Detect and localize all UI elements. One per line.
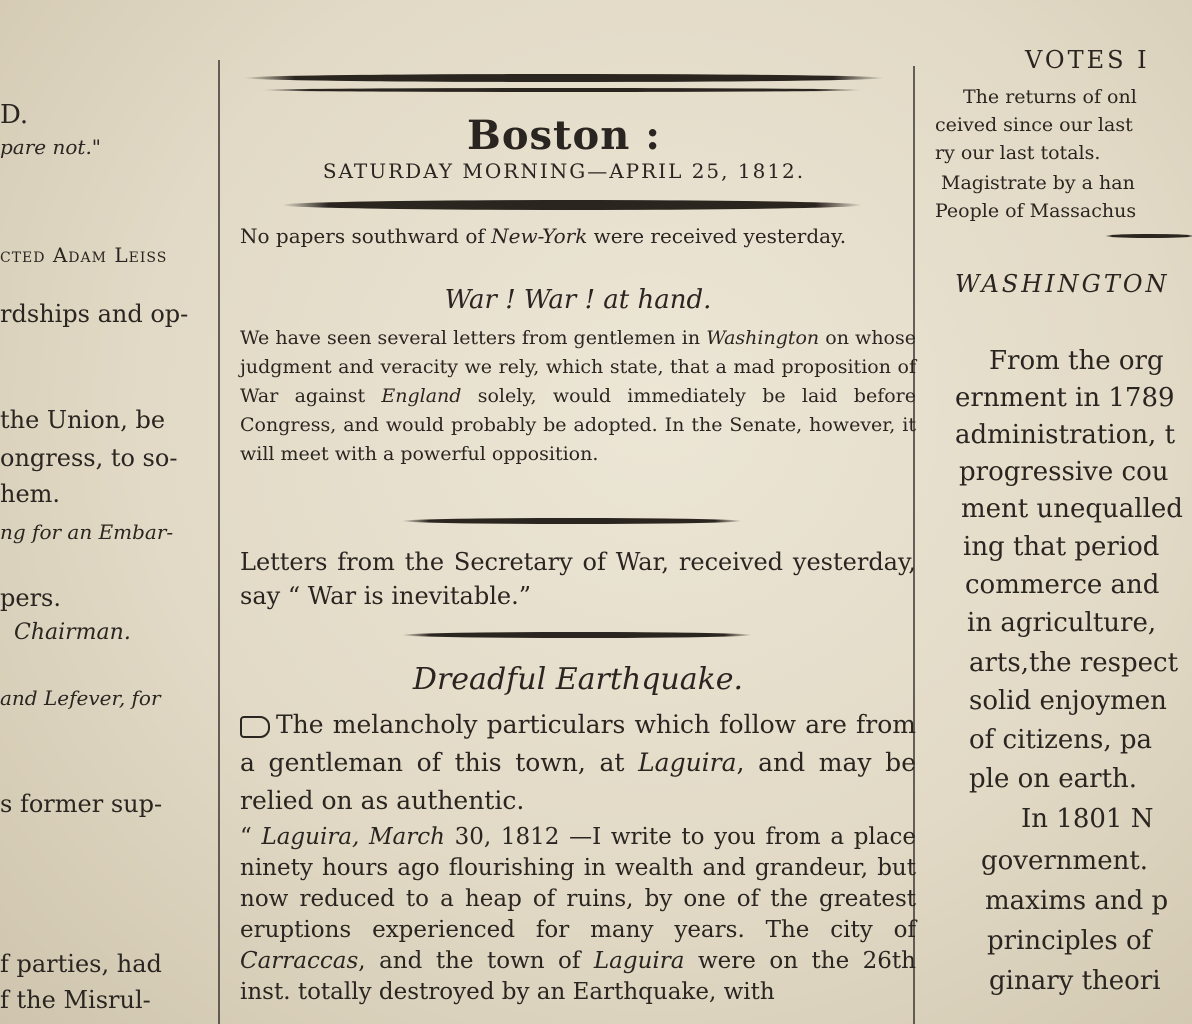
right-short-rule xyxy=(1105,234,1192,238)
left-line-5: the Union, be xyxy=(0,406,166,434)
right-line-17: of citizens, pa xyxy=(969,725,1153,755)
quake-letter-text-g: were on the 26th inst. totally destroyed by an Earthquake, with xyxy=(240,948,916,1005)
section-ornament-1 xyxy=(402,518,742,524)
quake-letter-text-c: 30, 1812 —I write to you from a place ninety hours ago flourishing in wealth and grandeur, but now reduced to a heap of ruins, by one of the greatest eruptions experienced for many years. The city of xyxy=(240,824,916,943)
right-line-11: ment unequalled xyxy=(961,494,1183,524)
quake-letter-text-b: Laguira, March xyxy=(261,824,445,850)
left-line-4: rdships and op- xyxy=(0,300,189,328)
right-line-8: ernment in 1789 xyxy=(955,383,1175,413)
quake-letter-text-e: , and the town of xyxy=(358,948,594,974)
right-heading-washington: WASHINGTON xyxy=(955,270,1170,298)
right-column xyxy=(925,0,1192,1024)
left-line-13: f parties, had xyxy=(0,950,162,978)
war-paragraph xyxy=(240,324,916,469)
right-line-12: ing that period xyxy=(963,532,1160,562)
heading-earthquake: Dreadful Earthquake. xyxy=(412,662,744,697)
right-line-23: ginary theori xyxy=(989,966,1161,996)
notice-text-c: were received yesterday. xyxy=(587,224,847,248)
right-line-13: commerce and xyxy=(965,570,1160,600)
secretary-paragraph: Letters from the Secretary of War, received yesterday, say “ War is inevitable.” xyxy=(240,548,916,610)
top-ornament-rule xyxy=(244,74,884,82)
right-line-1: The returns of onl xyxy=(963,86,1137,108)
war-text-b: Washington xyxy=(706,327,820,349)
left-line-1: D. xyxy=(0,100,29,130)
dateline-city: Boston : xyxy=(467,112,661,159)
right-line-5: People of Massachus xyxy=(935,200,1137,222)
left-line-2: pare not." xyxy=(0,135,101,159)
column-rule-left xyxy=(218,60,220,1024)
left-line-9: pers. xyxy=(0,584,61,612)
right-line-2: ceived since our last xyxy=(935,114,1133,136)
right-line-19: In 1801 N xyxy=(1021,804,1154,834)
quake-letter-text-f: Laguira xyxy=(593,948,685,974)
right-line-18: ple on earth. xyxy=(969,764,1138,794)
center-column xyxy=(222,0,922,1024)
notice-paragraph xyxy=(240,222,916,251)
notice-text-a: No papers southward of xyxy=(240,224,492,248)
left-column xyxy=(0,0,215,1024)
war-text-c: on whose judgment and veracity we rely, which state, that a mad proposition of War against xyxy=(240,327,916,407)
quake-intro-text-c: , and may be relied on as authentic. xyxy=(240,748,916,815)
left-line-11: and Lefever, for xyxy=(0,686,161,710)
pointing-hand-icon xyxy=(240,716,270,738)
war-text-a: We have seen several letters from gentlemen in xyxy=(240,327,707,349)
right-line-4: Magistrate by a han xyxy=(941,172,1135,194)
left-line-3: cted Adam Leiss xyxy=(0,243,168,267)
quake-intro-text-a: The melancholy particulars which follow are from a gentleman of this town, at xyxy=(240,710,916,777)
right-line-7: From the org xyxy=(989,346,1164,376)
earthquake-letter-paragraph xyxy=(240,822,916,1008)
right-heading-votes: VOTES I xyxy=(1025,46,1150,74)
right-line-14: in agriculture, xyxy=(967,608,1157,638)
right-line-10: progressive cou xyxy=(959,457,1169,487)
right-line-20: government. xyxy=(981,846,1149,876)
top-ornament-rule-thin xyxy=(262,88,862,92)
war-text-d: England xyxy=(381,385,462,407)
left-line-7: hem. xyxy=(0,480,61,508)
right-line-9: administration, t xyxy=(955,420,1176,450)
masthead-ornament-rule xyxy=(282,200,862,210)
right-line-3: ry our last totals. xyxy=(935,142,1101,164)
quake-letter-text-d: Carraccas xyxy=(240,948,359,974)
earthquake-intro-paragraph xyxy=(240,706,916,820)
right-line-22: principles of xyxy=(987,926,1152,956)
right-line-16: solid enjoymen xyxy=(969,686,1167,716)
section-ornament-2 xyxy=(402,632,752,638)
left-line-6: ongress, to so- xyxy=(0,444,178,472)
war-text-e: solely, would immediately be laid before Congress, and would probably be adopted. In the Senate, however, it will meet with a powerful opposition. xyxy=(240,385,917,465)
quake-intro-text-b: Laguira xyxy=(638,748,737,777)
notice-text-b: New-York xyxy=(491,224,588,248)
right-line-15: arts,the respect xyxy=(969,648,1179,678)
left-line-8: ng for an Embar- xyxy=(0,520,174,544)
dateline-date: SATURDAY MORNING—APRIL 25, 1812. xyxy=(322,159,806,183)
left-line-12: s former sup- xyxy=(0,790,163,818)
heading-war: War ! War ! at hand. xyxy=(444,285,712,315)
masthead xyxy=(244,112,884,183)
quake-letter-text-a: “ xyxy=(240,824,262,850)
left-line-14: f the Misrul- xyxy=(0,986,151,1014)
right-line-21: maxims and p xyxy=(985,886,1169,916)
left-line-10: Chairman. xyxy=(14,620,131,645)
